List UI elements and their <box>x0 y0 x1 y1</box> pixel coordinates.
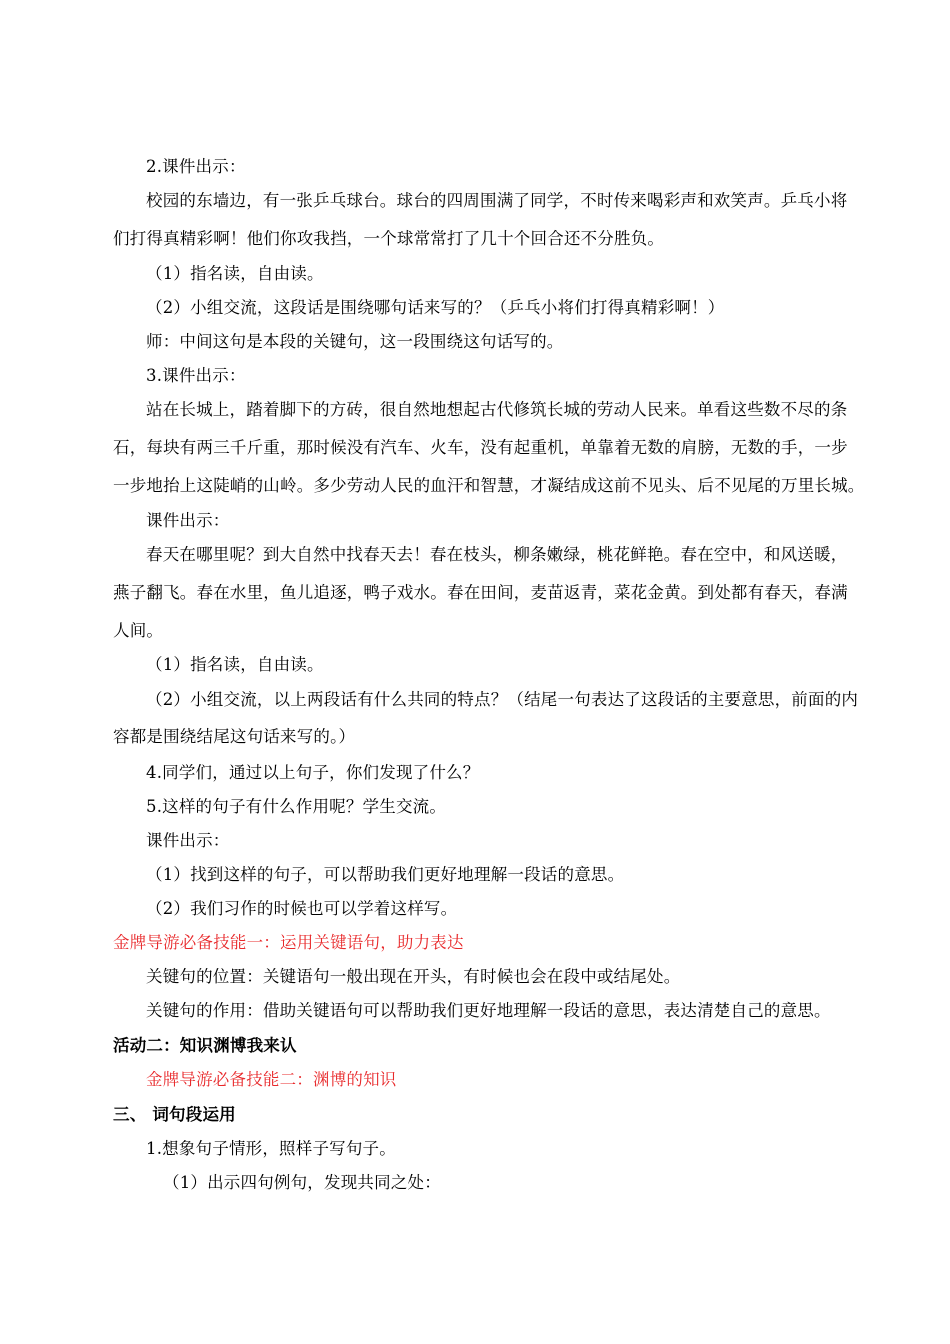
paragraph-line: （1）找到这样的句子，可以帮助我们更好地理解一段话的意思。 <box>146 865 625 884</box>
paragraph-line: 容都是围绕结尾这句话来写的。） <box>113 727 356 746</box>
paragraph-line: 课件出示： <box>146 831 230 850</box>
paragraph-line: （2）我们习作的时候也可以学着这样写。 <box>146 899 458 918</box>
paragraph-line: 石，每块有两三千斤重，那时候没有汽车、火车，没有起重机，单靠着无数的肩膀，无数的手，一步 <box>113 438 848 457</box>
activity-two-heading: 活动二：知识渊博我来认 <box>113 1036 297 1055</box>
step-4-heading: 4.同学们，通过以上句子，你们发现了什么？ <box>146 763 480 782</box>
step-5-heading: 5.这样的句子有什么作用呢？学生交流。 <box>146 797 447 816</box>
paragraph-line: 师：中间这句是本段的关键句，这一段围绕这句话写的。 <box>146 332 564 351</box>
paragraph-line: 校园的东墙边，有一张乒乓球台。球台的四周围满了同学，不时传来喝彩声和欢笑声。乒乓小将 <box>146 191 848 210</box>
paragraph-line: （2）小组交流，这段话是围绕哪句话来写的？（乒乓小将们打得真精彩啊！） <box>146 298 725 317</box>
paragraph-line: 站在长城上，踏着脚下的方砖，很自然地想起古代修筑长城的劳动人民来。单看这些数不尽的条 <box>146 400 848 419</box>
step-2-heading: 2.课件出示： <box>146 157 246 176</box>
paragraph-line: 一步地抬上这陡峭的山岭。多少劳动人民的血汗和智慧，才凝结成这前不见头、后不见尾的万里长城。 <box>113 476 865 495</box>
paragraph-line: 人间。 <box>113 621 164 640</box>
paragraph-line: 们打得真精彩啊！他们你攻我挡，一个球常常打了几十个回合还不分胜负。 <box>113 229 665 248</box>
skill-one-heading: 金牌导游必备技能一：运用关键语句，助力表达 <box>113 933 464 952</box>
section-three-heading: 三、 词句段运用 <box>113 1105 236 1124</box>
skill-two-heading: 金牌导游必备技能二：渊博的知识 <box>146 1070 397 1089</box>
paragraph-line: （1）指名读，自由读。 <box>146 264 324 283</box>
paragraph-line: 关键句的位置：关键语句一般出现在开头，有时候也会在段中或结尾处。 <box>146 967 681 986</box>
paragraph-line: （1）出示四句例句，发现共同之处： <box>163 1173 441 1192</box>
paragraph-line: 春天在哪里呢？到大自然中找春天去！春在枝头，柳条嫩绿，桃花鲜艳。春在空中，和风送暖， <box>146 545 848 564</box>
paragraph-line: （1）指名读，自由读。 <box>146 655 324 674</box>
paragraph-line: （2）小组交流，以上两段话有什么共同的特点？（结尾一句表达了这段话的主要意思，前面的内 <box>146 690 859 709</box>
step-3-heading: 3.课件出示： <box>146 366 246 385</box>
paragraph-line: 课件出示： <box>146 511 230 530</box>
paragraph-line: 1.想象句子情形，照样子写句子。 <box>146 1139 396 1158</box>
paragraph-line: 燕子翻飞。春在水里，鱼儿追逐，鸭子戏水。春在田间，麦苗返青，菜花金黄。到处都有春天，春满 <box>113 583 848 602</box>
paragraph-line: 关键句的作用：借助关键语句可以帮助我们更好地理解一段话的意思，表达清楚自己的意思。 <box>146 1001 831 1020</box>
